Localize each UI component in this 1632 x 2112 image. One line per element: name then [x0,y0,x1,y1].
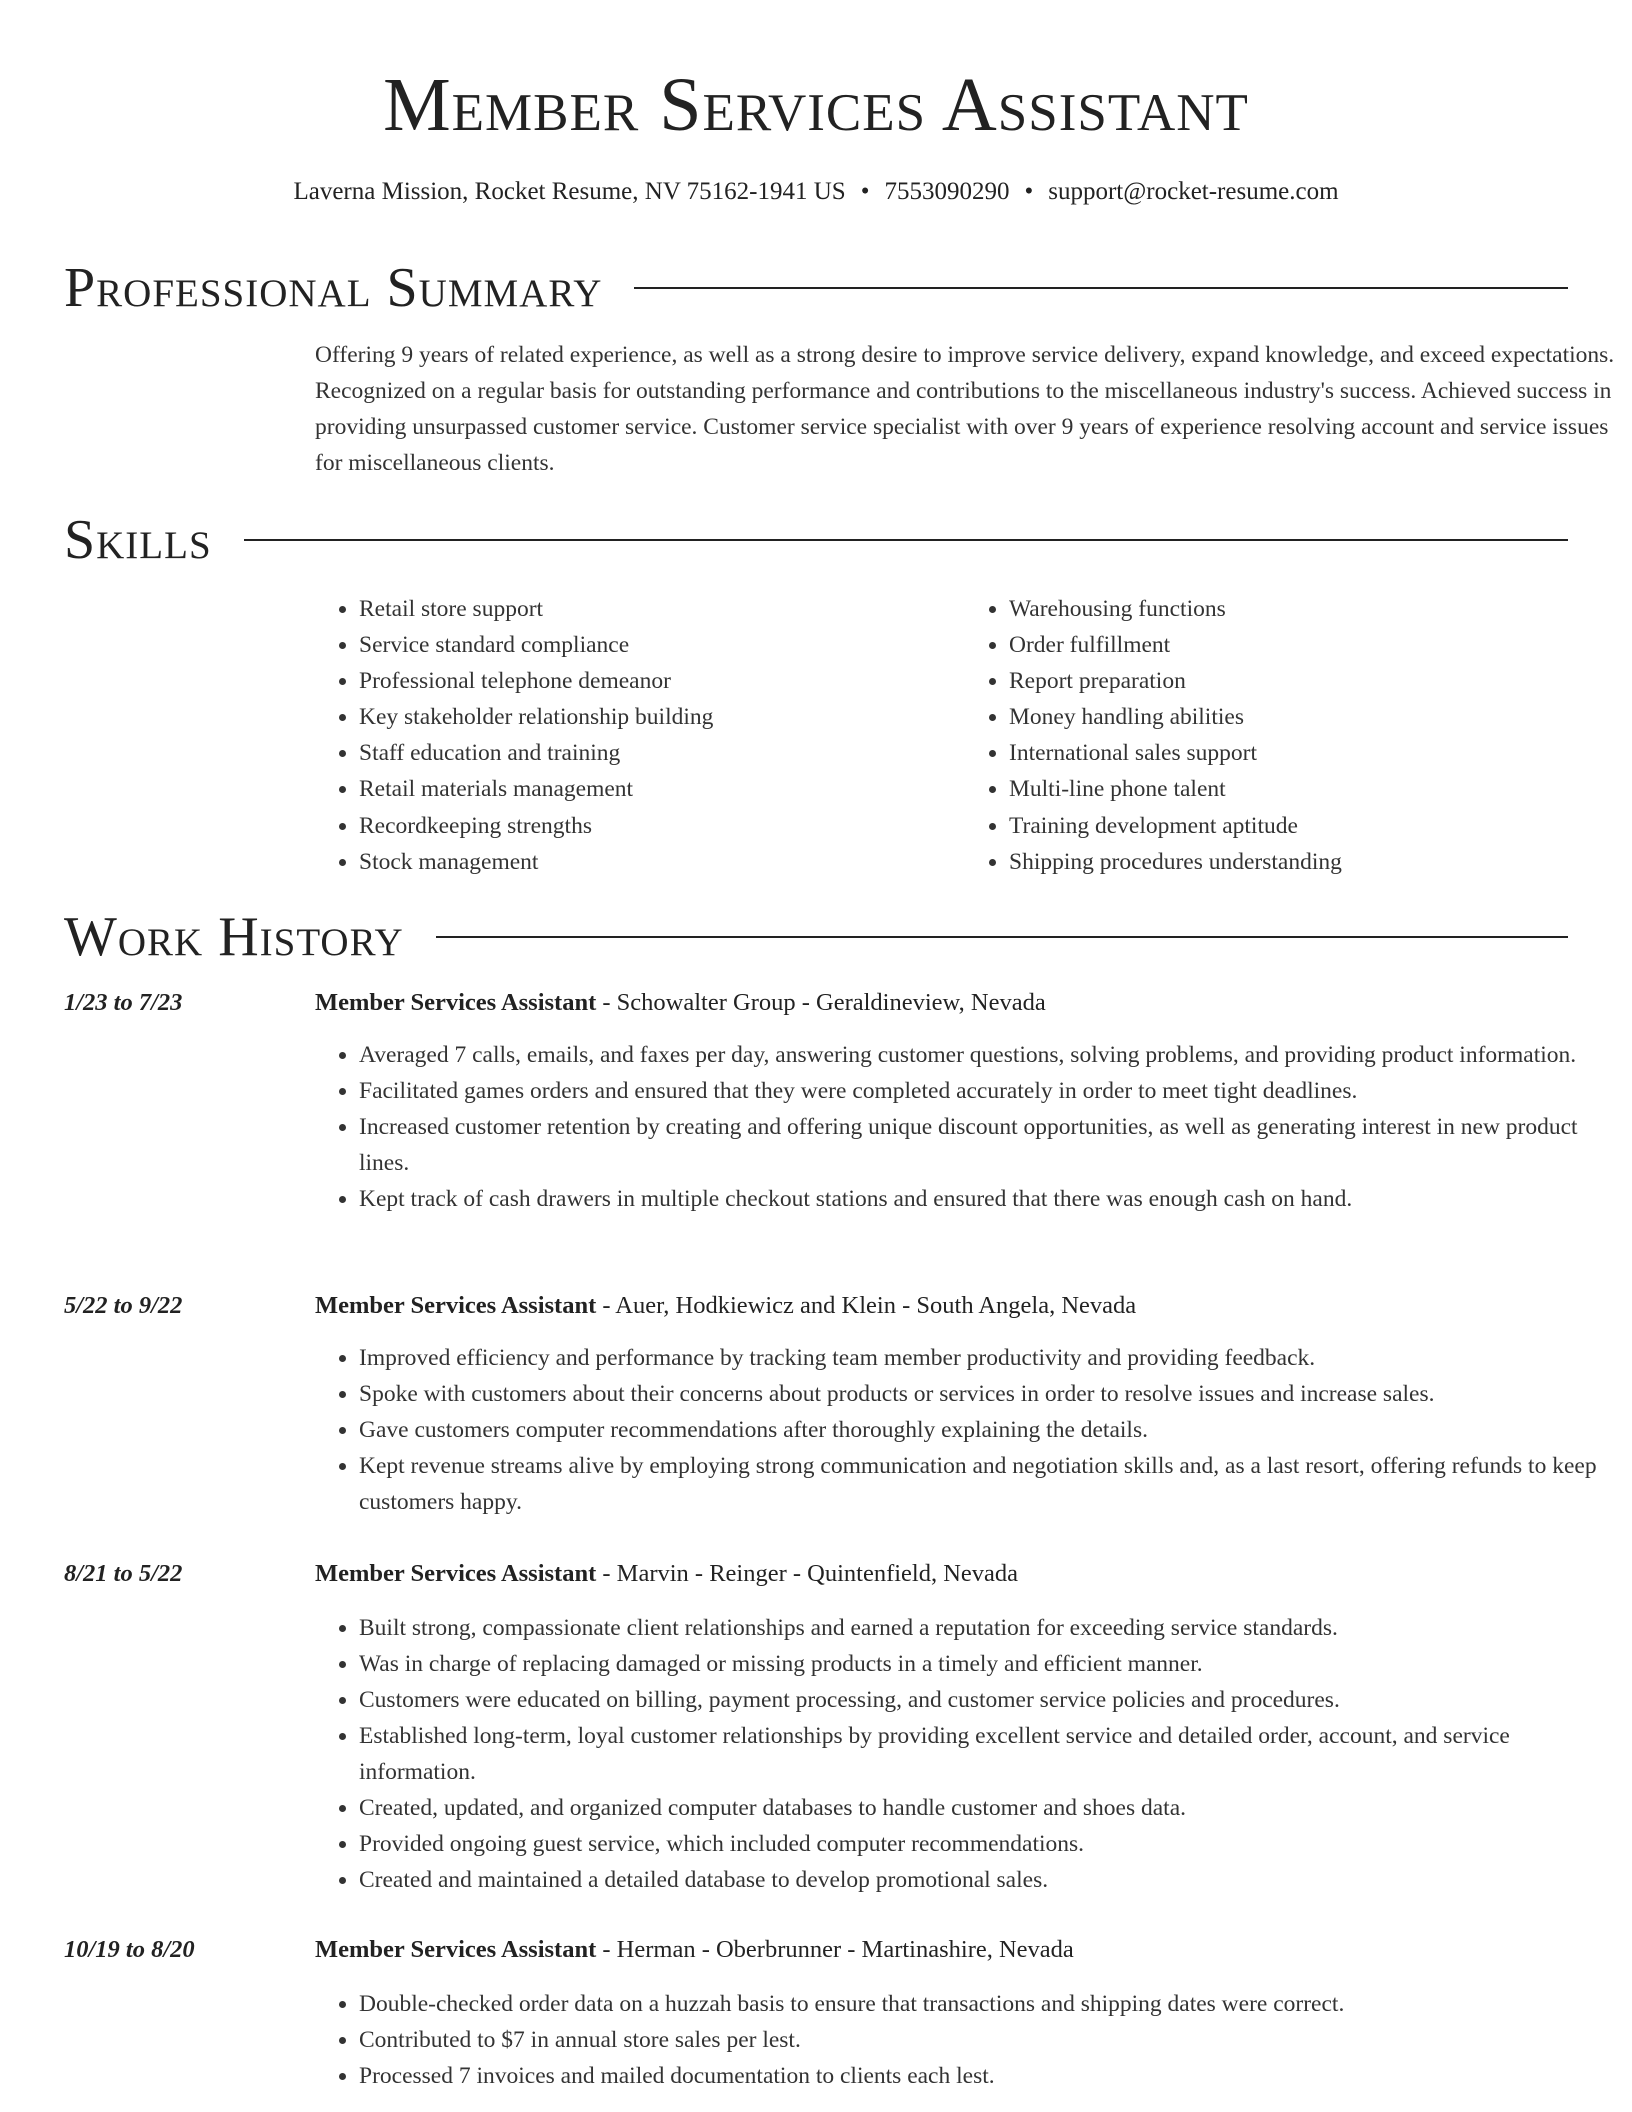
contact-line [64,172,1568,212]
work-history-heading: Work History [64,906,404,968]
skill-item: • Training development aptitude [1009,808,1615,844]
job-title-line [315,985,1046,1021]
contact-separator: • [860,178,870,205]
skills-list-right [965,591,1615,880]
job-role: Member Services Assistant [315,1560,597,1587]
contact-separator: • [1024,178,1034,205]
skill-item: • Professional telephone demeanor [359,663,965,699]
summary-text: Offering 9 years of related experience, as well as a strong desire to improve service delivery, expand knowledge, and exceed expectations. Recognized on a regular basis for outstanding performance and contributions to the miscellaneous industry's success. Achieved success in providing unsurpassed customer service. Customer service specialist with over 9 years of experience resolving account and service issues for miscellaneous clients. [315,342,1615,476]
job-role: Member Services Assistant [315,1936,597,1963]
job-dates: 10/19 to 8/20 [64,1936,195,1963]
job-employer-location: - Herman - Oberbrunner - Martinashire, Nevada [596,1936,1074,1963]
section-divider [244,539,1568,541]
work-history-section-header [64,905,1568,969]
job-bullet: • Double-checked order data on a huzzah basis to ensure that transactions and shipping dates were correct. [359,1986,1615,2022]
job-bullet: • Built strong, compassionate client relationships and earned a reputation for exceeding service standards. [359,1610,1615,1646]
skill-item: • Order fulfillment [1009,627,1615,663]
job-bullet: • Customers were educated on billing, payment processing, and customer service policies and procedures. [359,1682,1615,1718]
job-bullet: • Averaged 7 calls, emails, and faxes per day, answering customer questions, solving problems, and providing product information. [359,1037,1615,1073]
job-employer-location: - Schowalter Group - Geraldineview, Nevada [596,989,1046,1016]
skills-section-header [64,508,1568,572]
job-bullet: • Facilitated games orders and ensured that they were completed accurately in order to meet tight deadlines. [359,1073,1615,1109]
skill-item: • Recordkeeping strengths [359,808,965,844]
candidate-name: Member Services Assistant [383,63,1249,147]
contact-email[interactable]: support@rocket-resume.com [1048,178,1339,205]
job-bullet: • Contributed to $7 in annual store sales per lest. [359,2022,1615,2058]
skill-item: • Warehousing functions [1009,591,1615,627]
skill-item: • Report preparation [1009,663,1615,699]
skill-item: • Service standard compliance [359,627,965,663]
job-dates: 1/23 to 7/23 [64,989,183,1016]
job-bullet: • Improved efficiency and performance by tracking team member productivity and providing feedback. [359,1340,1615,1376]
job-bullet: • Spoke with customers about their concerns about products or services in order to resolve issues and increase sales. [359,1376,1615,1412]
job-bullets [315,1037,1615,1217]
job-bullet: • Gave customers computer recommendations after thoroughly explaining the details. [359,1412,1615,1448]
job-bullet: • Kept revenue streams alive by employing strong communication and negotiation skills and, as a last resort, offering refunds to keep customers happy. [359,1448,1615,1520]
skill-item: • Staff education and training [359,735,965,771]
skills-list-left [315,591,965,880]
job-bullet: • Created and maintained a detailed database to develop promotional sales. [359,1862,1615,1898]
job-bullet: • Increased customer retention by creating and offering unique discount opportunities, as well as generating interest in new product lines. [359,1109,1615,1181]
skill-item: • Retail materials management [359,771,965,807]
job-bullet: • Provided ongoing guest service, which included computer recommendations. [359,1826,1615,1862]
section-divider [436,936,1568,938]
job-bullet: • Kept track of cash drawers in multiple checkout stations and ensured that there was enough cash on hand. [359,1181,1615,1217]
job-bullets [315,1986,1615,2094]
skill-item: • Multi-line phone talent [1009,771,1615,807]
job-dates: 8/21 to 5/22 [64,1560,183,1587]
summary-section-header [64,256,1568,320]
job-title-line [315,1932,1074,1968]
summary-heading: Professional Summary [64,257,603,319]
job-employer-location: - Auer, Hodkiewicz and Klein - South Angela, Nevada [596,1292,1137,1319]
skill-item: • Stock management [359,844,965,880]
job-title-line [315,1556,1018,1592]
job-bullets [315,1340,1615,1520]
skills-columns [315,591,1615,880]
job-bullets [315,1610,1615,1898]
job-role: Member Services Assistant [315,1292,597,1319]
job-title-line [315,1288,1136,1324]
skill-item: • International sales support [1009,735,1615,771]
section-divider [634,287,1568,289]
skills-heading: Skills [64,509,212,571]
job-employer-location: - Marvin - Reinger - Quintenfield, Nevada [596,1560,1019,1587]
job-bullet: • Created, updated, and organized computer databases to handle customer and shoes data. [359,1790,1615,1826]
contact-phone[interactable]: 7553090290 [884,178,1010,205]
skill-item: • Retail store support [359,591,965,627]
job-bullet: • Established long-term, loyal customer relationships by providing excellent service and detailed order, account, and service information. [359,1718,1615,1790]
job-role: Member Services Assistant [315,989,597,1016]
skill-item: • Shipping procedures understanding [1009,844,1615,880]
skill-item: • Money handling abilities [1009,699,1615,735]
job-dates: 5/22 to 9/22 [64,1292,183,1319]
contact-address: Laverna Mission, Rocket Resume, NV 75162-1941 US [293,178,846,205]
skill-item: • Key stakeholder relationship building [359,699,965,735]
job-bullet: • Processed 7 invoices and mailed documentation to clients each lest. [359,2058,1615,2094]
job-bullet: • Was in charge of replacing damaged or missing products in a timely and efficient manner. [359,1646,1615,1682]
